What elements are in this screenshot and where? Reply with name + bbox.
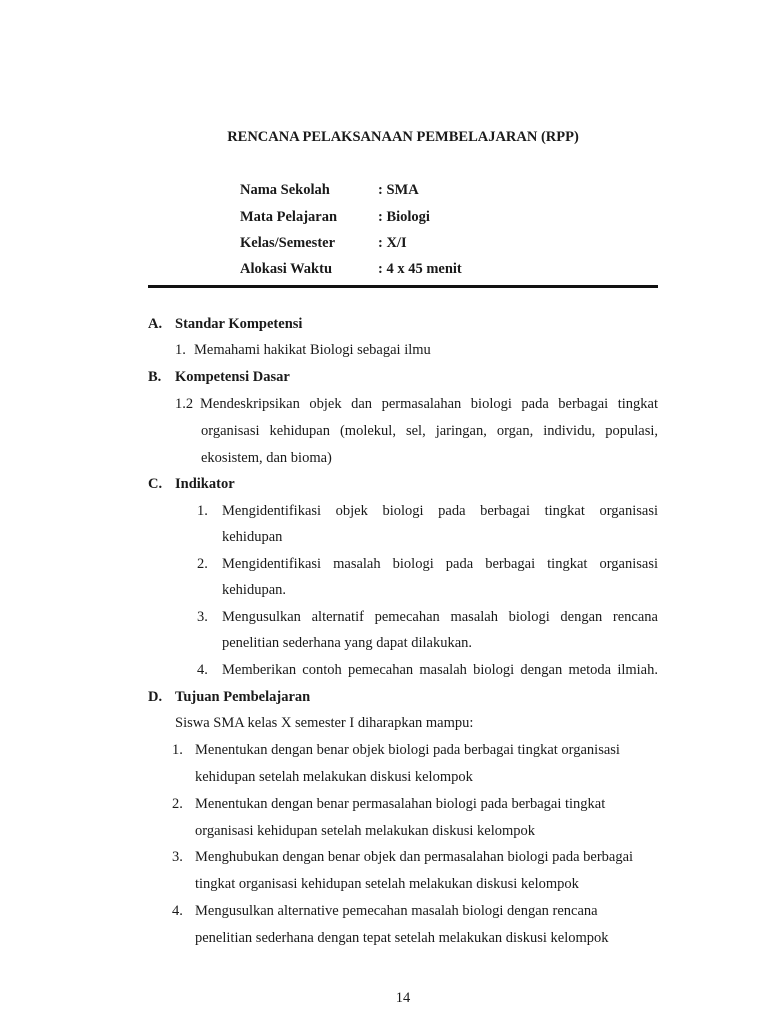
section-intro: Siswa SMA kelas X semester I diharapkan mampu: <box>175 715 474 731</box>
item-number: 2. <box>197 556 208 572</box>
item-text: Memberikan contoh pemecahan masalah biologi dengan metoda ilmiah. <box>222 662 658 678</box>
item-text: Mengidentifikasi masalah biologi pada berbagai tingkat organisasi <box>222 556 658 572</box>
item-number: 3. <box>172 849 183 865</box>
item-text: organisasi kehidupan (molekul, sel, jaringan, organ, individu, populasi, <box>201 423 658 439</box>
section-letter: D. <box>148 689 163 705</box>
item-number: 4. <box>197 662 208 678</box>
item-number: 1. <box>172 742 183 758</box>
info-value: : Biologi <box>378 209 430 225</box>
item-number: 1. <box>197 503 208 519</box>
item-text: kehidupan setelah melakukan diskusi kelompok <box>195 769 473 785</box>
item-text: kehidupan. <box>222 582 287 598</box>
section-heading: Indikator <box>175 476 235 492</box>
item-text: Menentukan dengan benar objek biologi pada berbagai tingkat organisasi <box>195 742 620 758</box>
item-text: tingkat organisasi kehidupan setelah melakukan diskusi kelompok <box>195 876 579 892</box>
section-letter: C. <box>148 476 163 492</box>
info-label: Kelas/Semester <box>240 235 336 251</box>
section-heading: Kompetensi Dasar <box>175 369 290 385</box>
item-text: Mendeskripsikan objek dan permasalahan biologi pada berbagai tingkat <box>200 396 658 412</box>
item-number: 2. <box>172 796 183 812</box>
item-text: Mengidentifikasi objek biologi pada berbagai tingkat organisasi <box>222 503 658 519</box>
section-letter: A. <box>148 316 163 332</box>
item-text: penelitian sederhana dengan tepat setelah melakukan diskusi kelompok <box>195 930 609 946</box>
info-label: Alokasi Waktu <box>240 261 333 277</box>
section-heading: Standar Kompetensi <box>175 316 303 332</box>
page-title: RENCANA PELAKSANAAN PEMBELAJARAN (RPP) <box>227 129 579 145</box>
item-number: 3. <box>197 609 208 625</box>
item-text: Memahami hakikat Biologi sebagai ilmu <box>194 342 431 358</box>
info-label: Nama Sekolah <box>240 182 330 198</box>
item-number: 1. <box>175 342 186 358</box>
item-number: 1.2 <box>175 396 194 412</box>
page-number: 14 <box>395 990 411 1006</box>
item-text: kehidupan <box>222 529 283 545</box>
header-divider <box>148 285 658 288</box>
item-number: 4. <box>172 903 183 919</box>
item-text: ekosistem, dan bioma) <box>201 450 332 466</box>
section-letter: B. <box>148 369 162 385</box>
item-text: Menghubukan dengan benar objek dan permasalahan biologi pada berbagai <box>195 849 634 865</box>
info-value: : X/I <box>378 235 407 251</box>
item-text: organisasi kehidupan setelah melakukan diskusi kelompok <box>195 823 536 839</box>
item-text: Mengusulkan alternatif pemecahan masalah biologi dengan rencana <box>222 609 658 625</box>
item-text: Mengusulkan alternative pemecahan masalah biologi dengan rencana <box>195 903 598 919</box>
item-text: penelitian sederhana yang dapat dilakukan. <box>222 635 473 651</box>
item-text: Menentukan dengan benar permasalahan biologi pada berbagai tingkat <box>195 796 606 812</box>
section-heading: Tujuan Pembelajaran <box>175 689 311 705</box>
info-value: : SMA <box>378 182 419 198</box>
info-value: : 4 x 45 menit <box>378 261 462 277</box>
info-label: Mata Pelajaran <box>240 209 338 225</box>
